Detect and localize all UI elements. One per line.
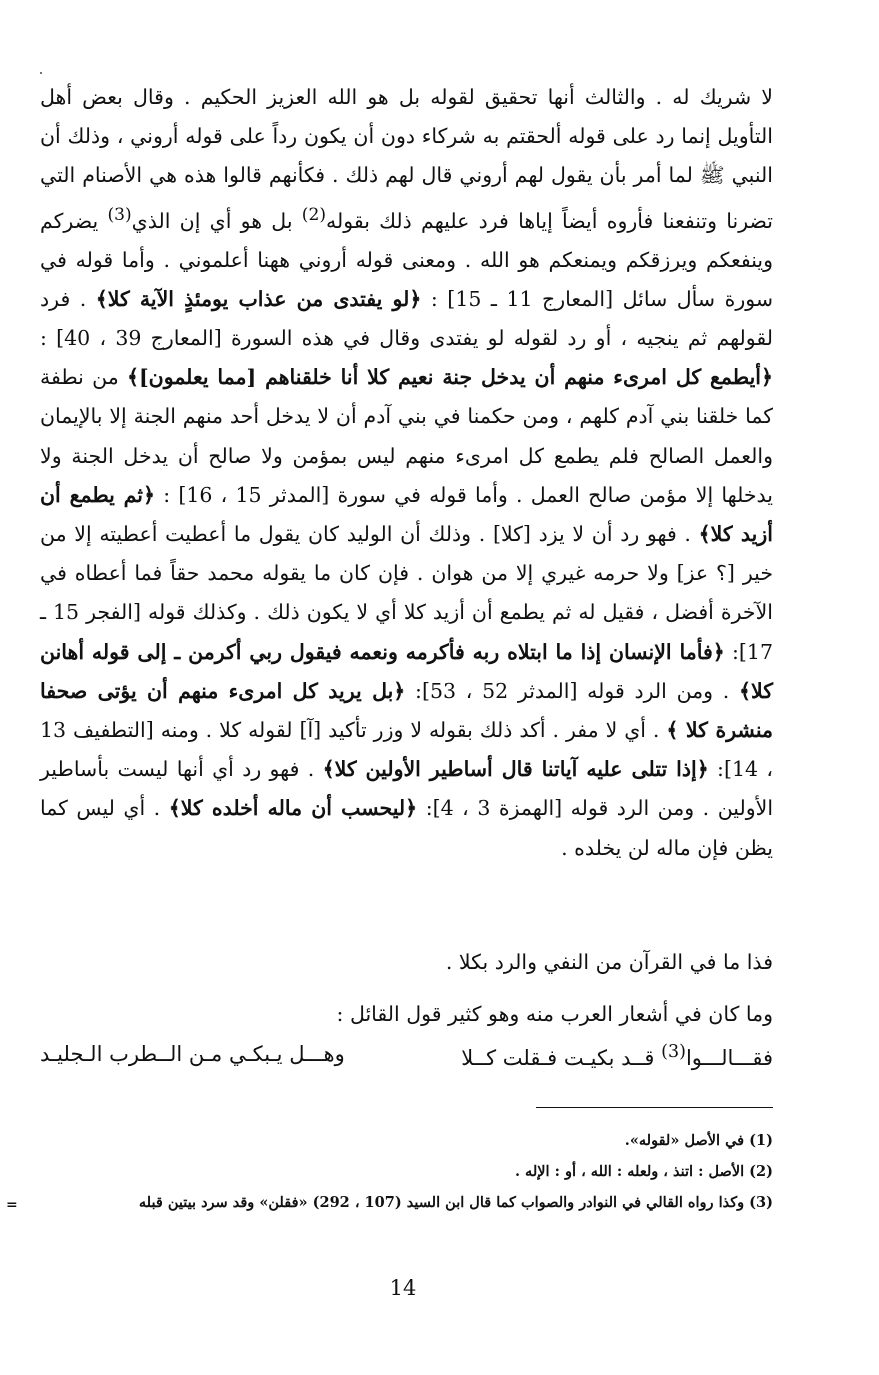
text-segment: . فهو رد أن لا يزد [كلا] . وذلك أن الوليد كان يقول ما أعطيت أعطيته إلا من خير [؟ عز] ولا حرمه غيري إلا من هوان . فإن كان ما يقوله محمد حقاً فما أعطاه في الآخرة أفضل ، فقيل له ثم يطمع أن أزيد كلا أي لا يكون ذلك . وكذلك قوله [الفجر 15 ـ 17]: bbox=[40, 522, 773, 664]
text-segment: . أي لا مفر . أكد ذلك بقوله لا وزر تأكيد [آ] لقوله كلا . ومنه [التطفيف 13 ، 14]: bbox=[40, 718, 774, 782]
main-paragraph bbox=[40, 78, 773, 868]
footnotes bbox=[33, 1125, 773, 1218]
poetry-intro: وما كان في أشعار العرب منه وهو كثير قول القائل : bbox=[336, 1002, 773, 1026]
text-segment: . أي ليس كما يظن فإن ماله لن يخلده . bbox=[40, 796, 773, 860]
text-segment: من نطفة كما خلقنا بني آدم كلهم ، ومن حكمنا في بني آدم أن لا يدخل أحد منهم الجنة إلا بالإيمان والعمل الصالح فلم يطمع كل امرىء منهم ليس بمؤمن ولا صالح أن يدخل الجنة ولا يدخلها إلا مؤمن صالح العمل . وأما قوله في سورة [المدثر 15 ، 16] : bbox=[40, 365, 774, 507]
quran-verse: ﴿ليحسب أن ماله أخلده كلا﴾ bbox=[168, 796, 418, 821]
footnote-3: (3) وكذا رواه القالي في النوادر والصواب كما قال ابن السيد (107 ، 292) «فقلن» وقد سرد بيتين قبله bbox=[138, 1194, 773, 1211]
quran-verse: ﴿فأما الإنسان إذا ما ابتلاه ربه فأكرمه ونعمه فيقول ربي أكرمن ـ إلى قوله أهانن كلا﴾ bbox=[40, 639, 774, 703]
text-segment: . فرد لقولهم ثم ينجيه ، أو رد لقوله لو يفتدى وقال في هذه السورة [المعارج 39 ، 40] : bbox=[40, 286, 774, 351]
footnote-1: (1) في الأصل «لقوله». bbox=[624, 1132, 773, 1149]
page-number: 14 bbox=[389, 1276, 417, 1300]
quran-verse: ﴿بل يريد كل امرىء منهم أن يؤتى صحفا منشرة كلا ﴾ bbox=[40, 678, 773, 743]
footnote-ref: (3) bbox=[661, 1042, 686, 1062]
quran-verse: ﴿لو يفتدى من عذاب يومئذٍ الآية كلا﴾ bbox=[95, 286, 422, 311]
text-segment: . ومن الرد قوله [المدثر 52 ، 53]: bbox=[405, 678, 739, 703]
text-segment: لا شريك له . والثالث أنها تحقيق لقوله بل هو الله العزيز الحكيم . وقال بعض أهل التأويل إنما رد على قوله ألحقتم به شركاء دون أن يكون رداً على قوله أروني ، وذلك أن النبي ﷺ لما أمر بأن يقول لهم أروني قال لهم ذلك . فكأنهم قالوا هذه هي الأصنام التي تضرنا وتنفعنا فأروه أيضاً إياها فرد عليهم ذلك بقوله bbox=[40, 85, 774, 233]
main-text bbox=[40, 78, 773, 868]
quran-verse: ﴿ثم يطمع أن أزيد كلا﴾ bbox=[40, 482, 773, 547]
poem-second-half: وهـــل يـبكـي مـن الــطرب الـجليـد bbox=[40, 1042, 345, 1066]
text-segment: . فهو رد أي أنها ليست بأساطير الأولين . ومن الرد قوله [الهمزة 3 ، 4]: bbox=[40, 757, 774, 821]
text-segment: بل هو أي إن الذي bbox=[131, 208, 302, 233]
footnote-separator bbox=[536, 1107, 773, 1108]
text-segment: يضركم وينفعكم ويرزقكم ويمنعكم هو الله . ومعنى قوله أروني ههنا أعلموني . وأما قوله في سورة سأل سائل [المعارج 11 ـ 15] : bbox=[40, 208, 774, 311]
continuation-mark: = bbox=[6, 1197, 18, 1213]
summary-line: فذا ما في القرآن من النفي والرد بكلا . bbox=[445, 950, 773, 974]
poem-first-half bbox=[461, 1042, 773, 1070]
footnote-ref: (3) bbox=[107, 204, 132, 225]
poem-first-half-start: فقـــالـــوا bbox=[685, 1046, 773, 1070]
scan-speck bbox=[40, 72, 42, 74]
poem-verse bbox=[40, 1042, 773, 1070]
footnote-ref: (2) bbox=[301, 204, 326, 225]
quran-verse: ﴿إذا تتلى عليه آياتنا قال أساطير الأولين كلا﴾ bbox=[322, 757, 709, 782]
quran-verse: ﴿أيطمع كل امرىء منهم أن يدخل جنة نعيم كلا أنا خلقناهم [مما يعلمون]﴾ bbox=[126, 365, 773, 390]
footnote-2: (2) الأصل : اتنذ ، ولعله : الله ، أو : الإله . bbox=[514, 1163, 773, 1180]
poem-first-half-end: قــد بكيـت فـقلت كــلا bbox=[461, 1046, 662, 1070]
